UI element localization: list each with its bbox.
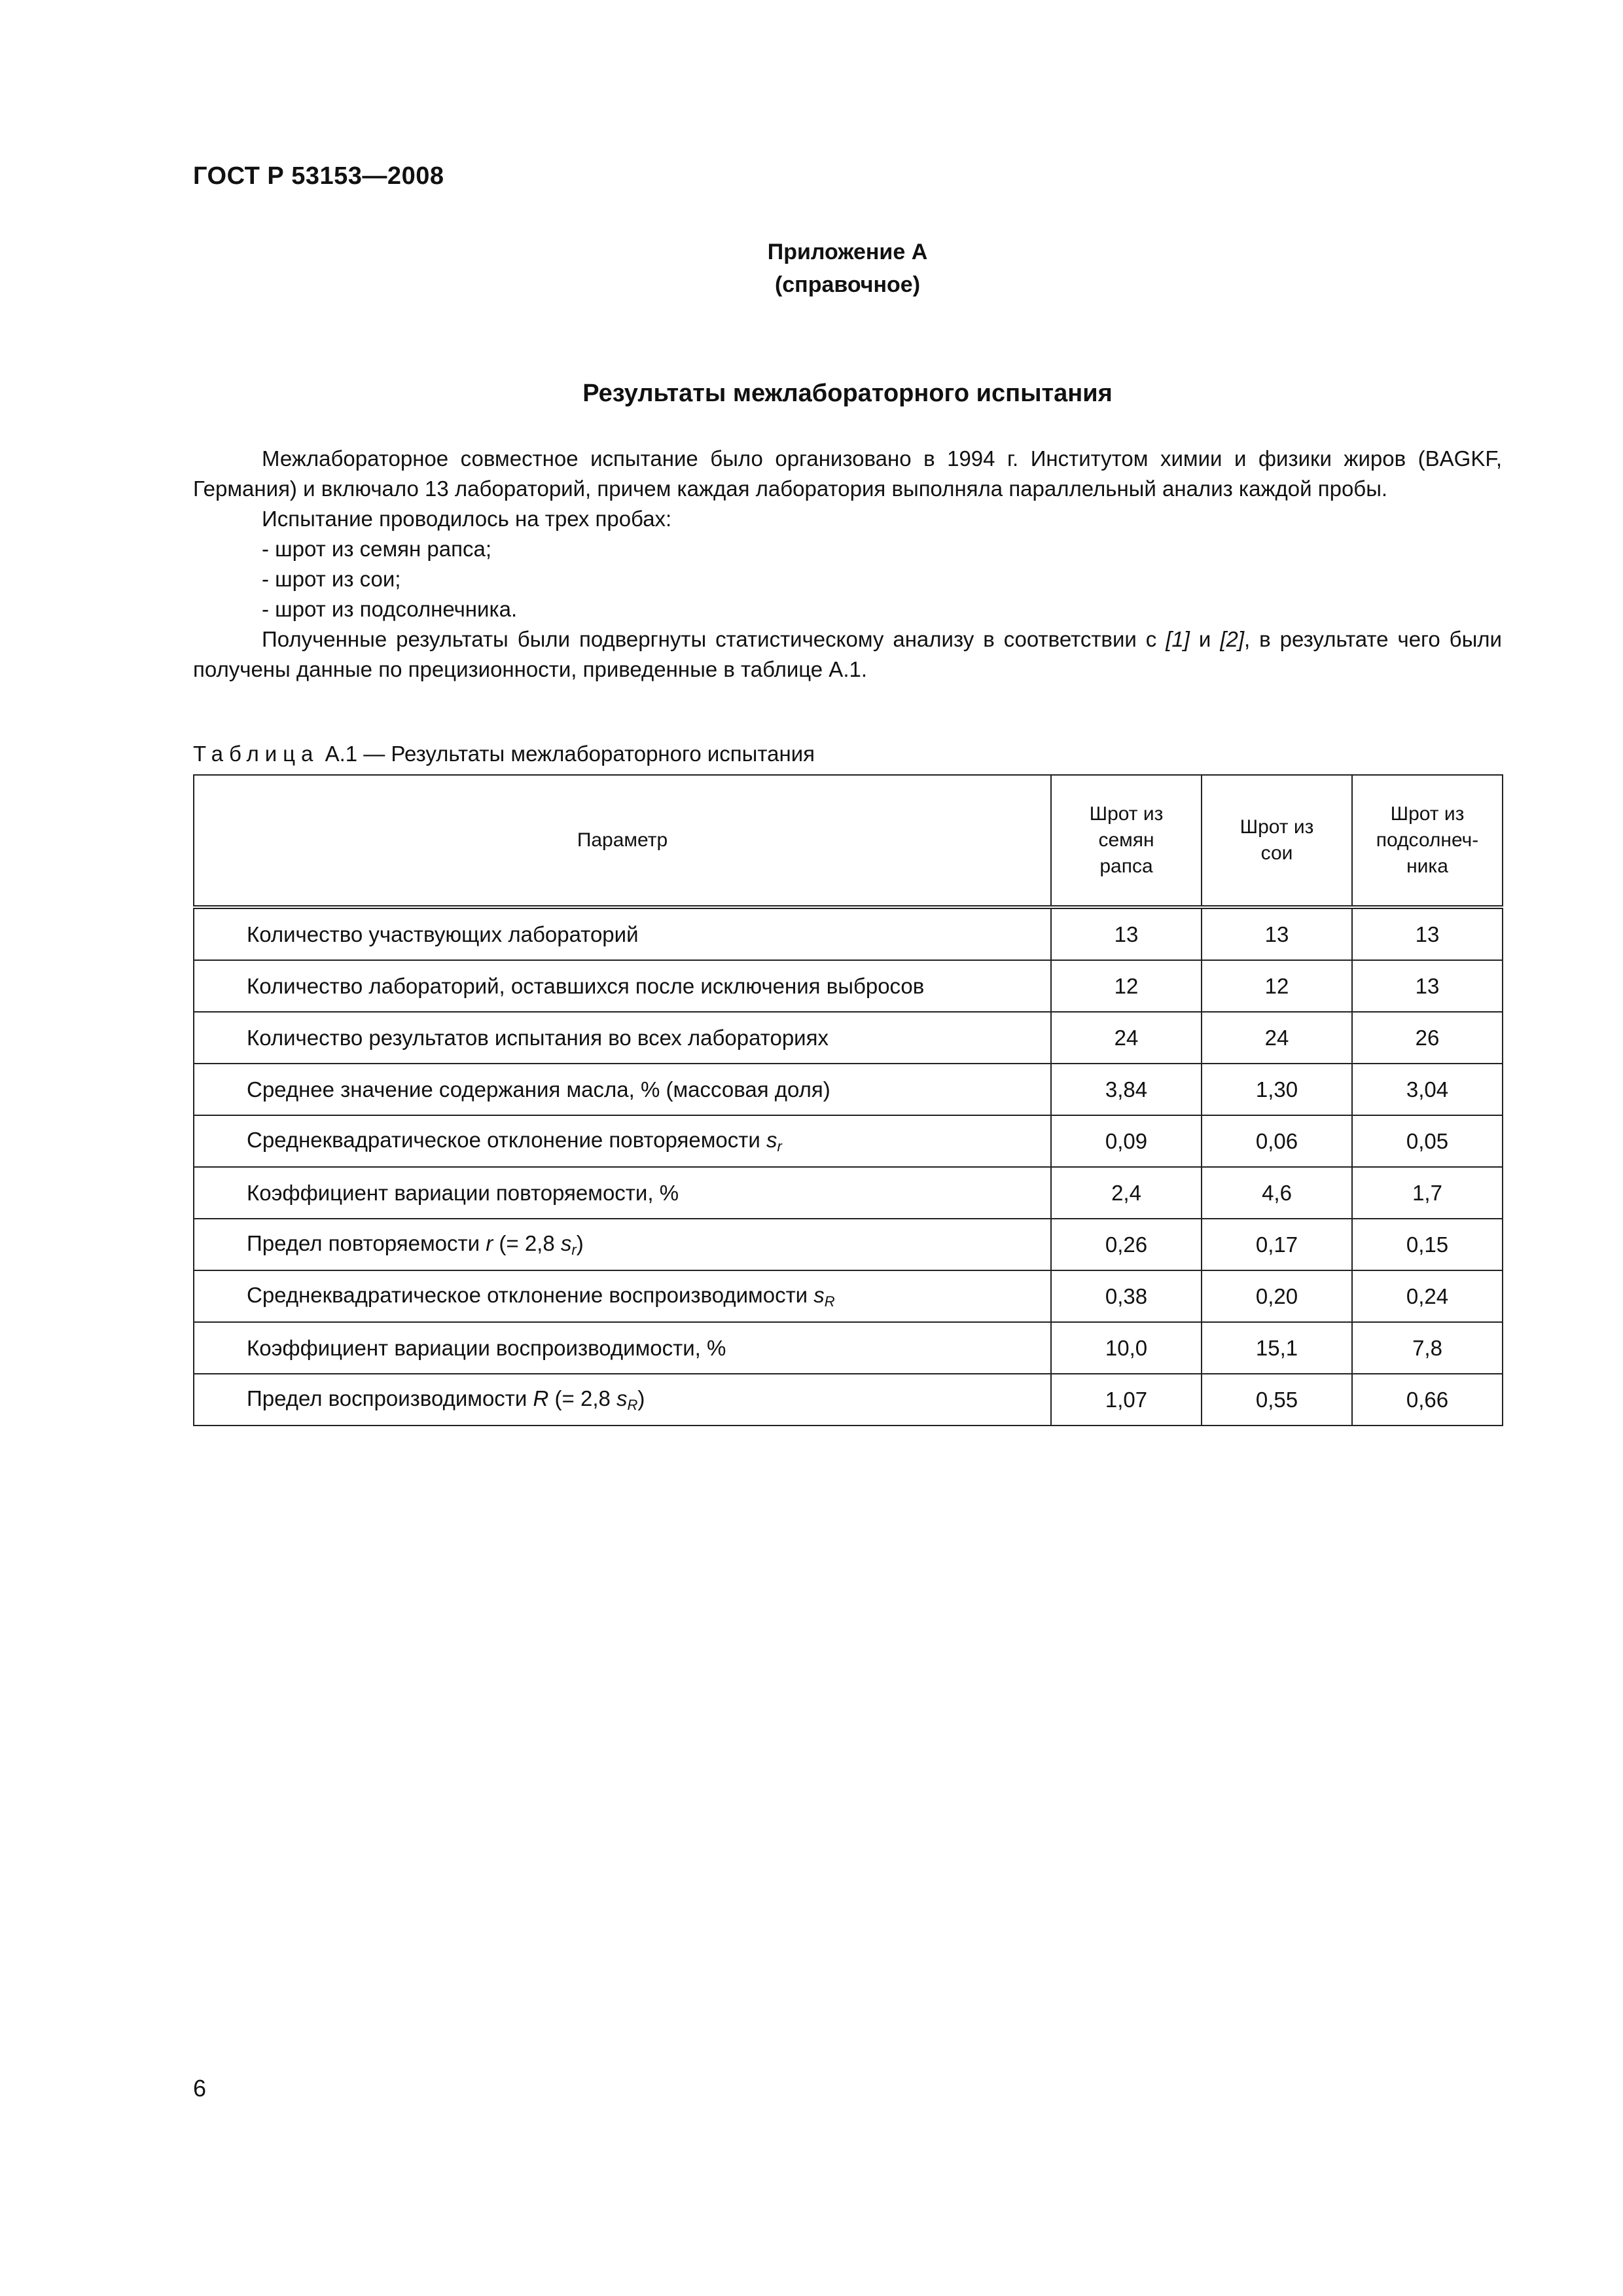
parameter-param: Количество лабораторий, оставшихся после исключения выбросов	[247, 973, 925, 998]
paragraph-3-part-a: Полученные результаты были подвергнуты статистическому анализу в соответствии с	[262, 627, 1166, 651]
reference-1: [1]	[1166, 627, 1190, 651]
cell-rapeseed: 3,84	[1051, 1064, 1202, 1115]
cell-soy: 15,1	[1202, 1322, 1352, 1374]
cell-sunflower: 0,05	[1352, 1115, 1503, 1167]
table-row	[194, 907, 1503, 960]
cell-soy: 0,06	[1202, 1115, 1352, 1167]
parameter-sym: s	[616, 1386, 628, 1410]
table-row	[194, 1219, 1503, 1270]
cell-rapeseed: 1,07	[1051, 1374, 1202, 1426]
parameter-subscript	[628, 1397, 638, 1413]
parameter-tail: )	[576, 1230, 584, 1255]
parameter-subscript	[825, 1293, 835, 1310]
cell-parameter	[194, 1167, 1051, 1219]
cell-sunflower: 13	[1352, 960, 1503, 1012]
cell-soy: 0,20	[1202, 1270, 1352, 1322]
cell-parameter	[194, 907, 1051, 960]
appendix-heading	[0, 236, 1623, 301]
table-caption	[193, 742, 815, 766]
body-text	[193, 444, 1502, 685]
cell-sunflower: 26	[1352, 1012, 1503, 1064]
parameter-param: Количество участвующих лабораторий	[247, 922, 639, 946]
parameter-param: Коэффициент вариации воспроизводимости, %	[247, 1335, 726, 1360]
parameter-sym_main: R	[533, 1386, 549, 1410]
parameter-sym: s	[766, 1127, 777, 1152]
parameter-sub: R	[824, 1293, 835, 1310]
table-row	[194, 1322, 1503, 1374]
cell-parameter	[194, 1012, 1051, 1064]
parameter-subscript	[571, 1242, 576, 1258]
list-item: - шрот из семян рапса;	[262, 537, 492, 561]
page-number: 6	[193, 2075, 207, 2102]
parameter-param: Коэффициент вариации повторяемости, %	[247, 1180, 679, 1205]
appendix-title: Приложение А	[767, 240, 928, 264]
paragraph-3-part-b: и	[1189, 627, 1221, 651]
paragraph-1: Межлабораторное совместное испытание было организовано в 1994 г. Институтом химии и физики жиров (BAGKF, Германия) и включало 13 лабораторий, причем каждая лаборатория выполняла параллельный анализ каждой пробы.	[193, 446, 1502, 501]
table-row	[194, 1270, 1503, 1322]
cell-parameter	[194, 1219, 1051, 1270]
parameter-param: Среднеквадратическое отклонение повторяемости	[247, 1127, 766, 1152]
cell-sunflower: 0,24	[1352, 1270, 1503, 1322]
list-item: - шрот из подсолнечника.	[262, 597, 518, 621]
cell-rapeseed: 24	[1051, 1012, 1202, 1064]
parameter-mid: (= 2,8	[493, 1230, 561, 1255]
list-item: - шрот из сои;	[262, 567, 401, 591]
cell-soy: 13	[1202, 907, 1352, 960]
table-caption-text: А.1 — Результаты межлабораторного испытания	[325, 742, 815, 766]
parameter-sub: r	[571, 1241, 577, 1258]
parameter-subscript	[777, 1138, 781, 1155]
paragraph-3	[193, 624, 1502, 685]
cell-rapeseed: 0,38	[1051, 1270, 1202, 1322]
cell-sunflower: 0,66	[1352, 1374, 1503, 1426]
cell-sunflower: 1,7	[1352, 1167, 1503, 1219]
cell-parameter	[194, 1322, 1051, 1374]
cell-soy: 0,55	[1202, 1374, 1352, 1426]
table-row	[194, 960, 1503, 1012]
parameter-param: Среднеквадратическое отклонение воспроизводимости	[247, 1282, 814, 1307]
section-title	[0, 380, 1623, 408]
cell-rapeseed: 2,4	[1051, 1167, 1202, 1219]
cell-soy: 12	[1202, 960, 1352, 1012]
cell-sunflower: 7,8	[1352, 1322, 1503, 1374]
cell-parameter	[194, 1374, 1051, 1426]
results-table	[193, 774, 1503, 1426]
cell-sunflower: 3,04	[1352, 1064, 1503, 1115]
cell-rapeseed: 0,09	[1051, 1115, 1202, 1167]
parameter-mid: (= 2,8	[548, 1386, 617, 1410]
paragraph-2: Испытание проводилось на трех пробах:	[262, 507, 672, 531]
parameter-sym: s	[560, 1230, 572, 1255]
table-row	[194, 1012, 1503, 1064]
header-sunflower: Шрот из подсолнеч-ника	[1352, 775, 1503, 907]
section-title-text: Результаты межлабораторного испытания	[582, 380, 1113, 407]
cell-parameter	[194, 960, 1051, 1012]
cell-soy: 4,6	[1202, 1167, 1352, 1219]
cell-sunflower: 13	[1352, 907, 1503, 960]
header-param: Параметр	[194, 775, 1051, 907]
table-row	[194, 1115, 1503, 1167]
parameter-param: Среднее значение содержания масла, % (массовая доля)	[247, 1077, 830, 1102]
table-row	[194, 1374, 1503, 1426]
table-body	[194, 907, 1503, 1426]
parameter-sym_main: r	[486, 1230, 493, 1255]
cell-rapeseed: 13	[1051, 907, 1202, 960]
cell-rapeseed: 10,0	[1051, 1322, 1202, 1374]
parameter-param: Количество результатов испытания во всех лабораториях	[247, 1025, 829, 1050]
parameter-tail: )	[637, 1386, 645, 1410]
cell-rapeseed: 0,26	[1051, 1219, 1202, 1270]
paragraph-3-part-c: , в результате чего были получены данные по прецизионности, приведенные в таблице А.1.	[193, 627, 1502, 681]
table-row	[194, 1167, 1503, 1219]
cell-soy: 1,30	[1202, 1064, 1352, 1115]
parameter-sym: s	[813, 1282, 825, 1307]
reference-2: [2]	[1220, 627, 1245, 651]
table-header-row	[194, 775, 1503, 907]
parameter-param: Предел повторяемости	[247, 1230, 486, 1255]
cell-parameter	[194, 1115, 1051, 1167]
cell-parameter	[194, 1064, 1051, 1115]
appendix-type: (справочное)	[774, 272, 921, 297]
parameter-sub: R	[627, 1396, 638, 1413]
cell-soy: 24	[1202, 1012, 1352, 1064]
document-id: ГОСТ Р 53153—2008	[193, 162, 444, 190]
cell-sunflower: 0,15	[1352, 1219, 1503, 1270]
header-rapeseed: Шрот из семян рапса	[1051, 775, 1202, 907]
parameter-param: Предел воспроизводимости	[247, 1386, 533, 1410]
parameter-sub: r	[777, 1138, 782, 1155]
table-caption-label: Таблица	[193, 742, 319, 766]
table-row	[194, 1064, 1503, 1115]
cell-soy: 0,17	[1202, 1219, 1352, 1270]
cell-parameter	[194, 1270, 1051, 1322]
header-soy: Шрот из сои	[1202, 775, 1352, 907]
cell-rapeseed: 12	[1051, 960, 1202, 1012]
